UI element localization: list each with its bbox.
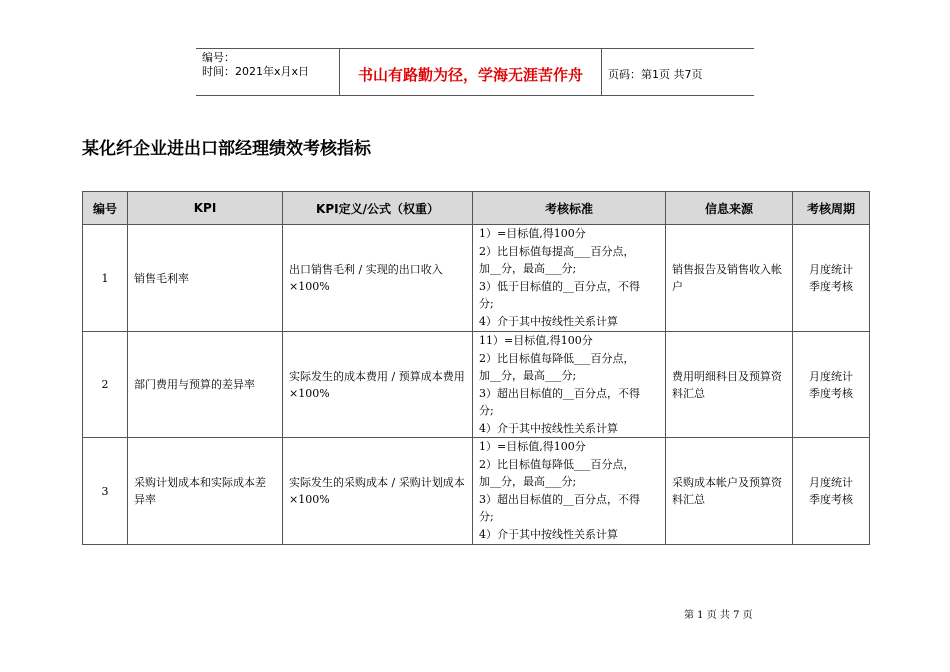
cycle-line: 季度考核 [809, 493, 853, 506]
standard-line: 2）比目标值每降低___百分点， [479, 351, 635, 365]
col-header-definition: KPI定义/公式（权重） [283, 192, 473, 225]
doc-date: 时间：2021年x月x日 [202, 65, 310, 78]
standard-line: 分; [479, 510, 494, 523]
cell-source: 销售报告及销售收入帐户 [666, 225, 793, 332]
cell-definition: 出口销售毛利 / 实现的出口收入×100% [283, 225, 473, 332]
cell-kpi: 销售毛利率 [128, 225, 283, 332]
cell-standard [473, 438, 666, 545]
page-footer: 第 1 页 共 7 页 [684, 610, 753, 621]
cell-cycle [793, 225, 870, 332]
cell-standard [473, 225, 666, 332]
col-header-no: 编号 [83, 192, 128, 225]
table-header-row [83, 192, 870, 225]
standard-line: 3）超出目标值的__百分点，不得 [479, 492, 640, 506]
standard-line: 4）介于其中按线性关系计算 [479, 527, 618, 541]
header-left [202, 51, 309, 79]
page-title: 某化纤企业进出口部经理绩效考核指标 [82, 139, 371, 159]
col-header-standard: 考核标准 [473, 192, 666, 225]
standard-line: 3）低于目标值的__百分点，不得 [479, 279, 640, 293]
standard-line: 加__分，最高___分; [479, 262, 577, 275]
table-row [83, 225, 870, 332]
cell-cycle [793, 332, 870, 438]
cell-no: 2 [83, 332, 128, 438]
cell-definition: 实际发生的采购成本 / 采购计划成本×100% [283, 438, 473, 545]
cell-no: 1 [83, 225, 128, 332]
standard-line: 加__分，最高___分; [479, 369, 577, 382]
standard-line: 2）比目标值每提高___百分点， [479, 244, 635, 258]
cell-kpi: 部门费用与预算的差异率 [128, 332, 283, 438]
cell-standard [473, 332, 666, 438]
kpi-table [82, 191, 870, 545]
standard-line: 2）比目标值每降低___百分点， [479, 457, 635, 471]
standard-line: 分; [479, 297, 494, 310]
header-divider [601, 49, 602, 95]
standard-line: 4）介于其中按线性关系计算 [479, 421, 618, 435]
header-page-info: 页码：第1页 共7页 [608, 68, 703, 81]
header-motto: 书山有路勤为径，学海无涯苦作舟 [357, 66, 583, 84]
standard-line: 加__分，最高___分; [479, 475, 577, 488]
standard-line: 3）超出目标值的__百分点，不得 [479, 386, 640, 400]
cell-no: 3 [83, 438, 128, 545]
cell-source: 采购成本帐户及预算资料汇总 [666, 438, 793, 545]
standard-line: 1）=目标值,得100分 [479, 227, 586, 240]
standard-line: 1）=目标值,得100分 [479, 440, 586, 453]
cycle-line: 季度考核 [809, 280, 853, 293]
cell-kpi: 采购计划成本和实际成本差异率 [128, 438, 283, 545]
col-header-cycle: 考核周期 [793, 192, 870, 225]
cycle-line: 月度统计 [809, 263, 853, 276]
page-header [196, 48, 754, 96]
cell-source: 费用明细科目及预算资料汇总 [666, 332, 793, 438]
standard-line: 分; [479, 404, 494, 417]
standard-line: 4）介于其中按线性关系计算 [479, 314, 618, 328]
cell-definition: 实际发生的成本费用 / 预算成本费用×100% [283, 332, 473, 438]
doc-number-label: 编号： [202, 51, 235, 64]
cell-cycle [793, 438, 870, 545]
cycle-line: 月度统计 [809, 476, 853, 489]
table-row [83, 438, 870, 545]
col-header-source: 信息来源 [666, 192, 793, 225]
table-row [83, 332, 870, 438]
cycle-line: 月度统计 [809, 369, 853, 383]
standard-line: 11）=目标值,得100分 [479, 334, 593, 347]
col-header-kpi: KPI [128, 192, 283, 225]
cycle-line: 季度考核 [809, 386, 853, 400]
